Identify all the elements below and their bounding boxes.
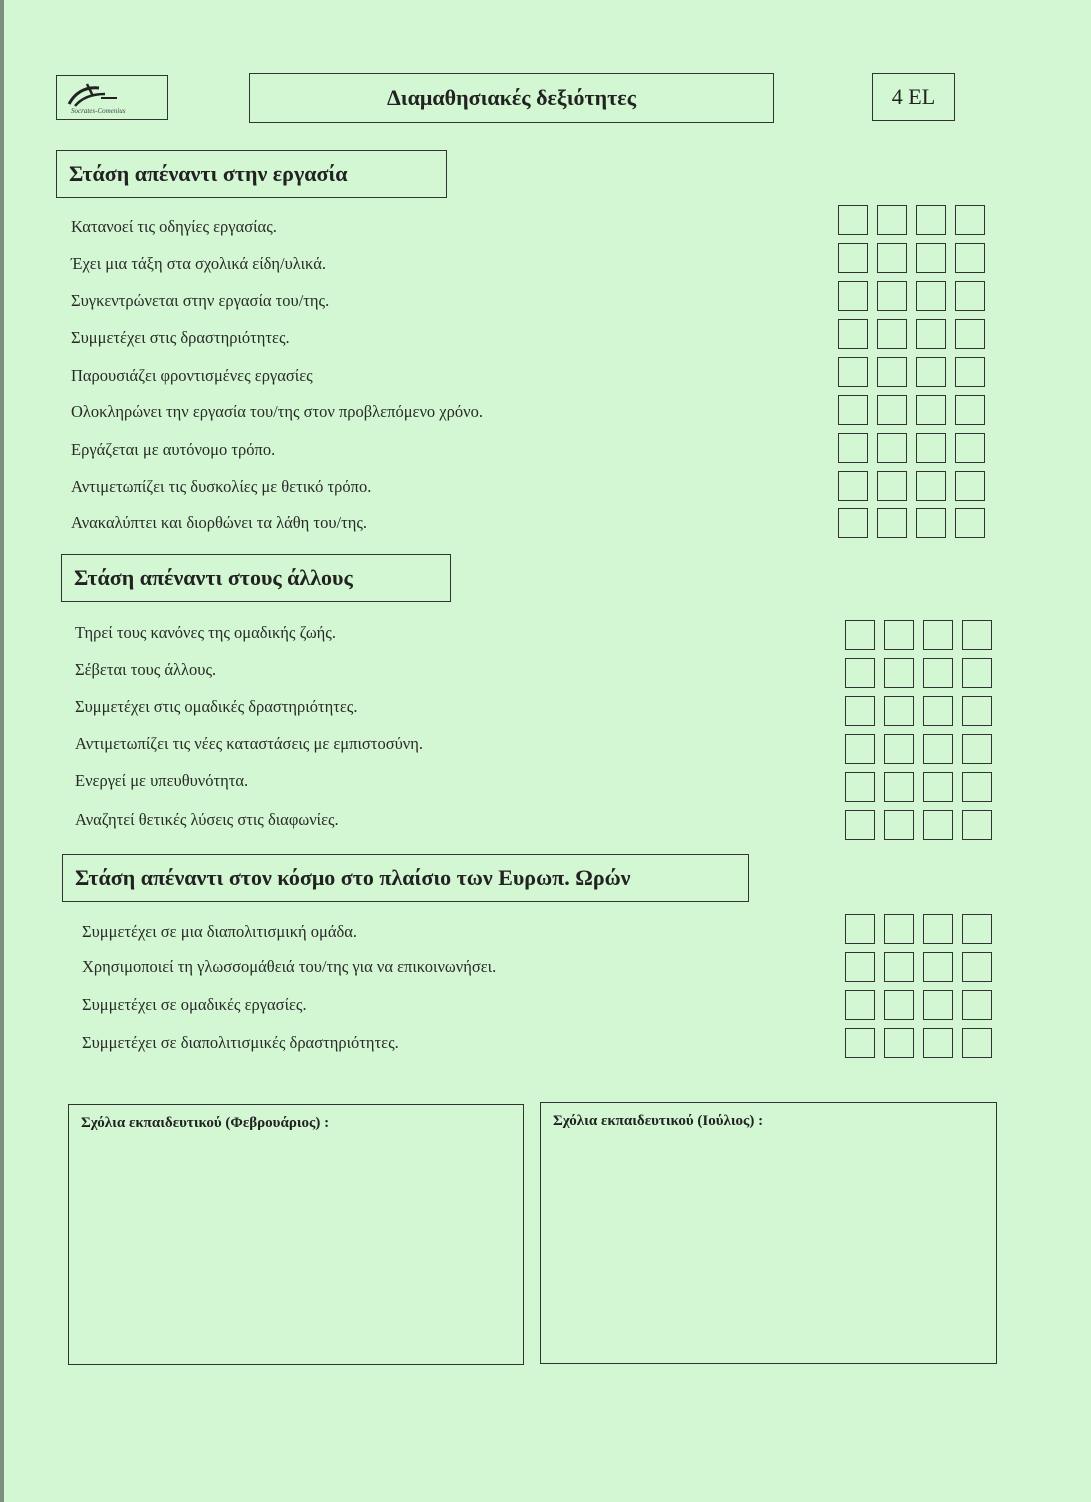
rating-row-group-activities	[845, 696, 992, 726]
rating-checkbox-4[interactable]	[962, 810, 992, 840]
rating-checkbox-2[interactable]	[877, 433, 907, 463]
rating-checkbox-3[interactable]	[923, 990, 953, 1020]
rating-checkbox-2[interactable]	[877, 281, 907, 311]
item-concentrates: Συγκεντρώνεται στην εργασία του/της.	[71, 291, 330, 310]
section-header-others: Στάση απέναντι στους άλλους	[61, 554, 451, 602]
rating-checkbox-4[interactable]	[962, 990, 992, 1020]
rating-checkbox-1[interactable]	[845, 620, 875, 650]
rating-row-follows-rules	[845, 620, 992, 650]
rating-row-group-work	[845, 990, 992, 1020]
rating-checkbox-1[interactable]	[845, 952, 875, 982]
rating-checkbox-4[interactable]	[955, 281, 985, 311]
rating-checkbox-1[interactable]	[838, 319, 868, 349]
item-completes-on-time: Ολοκληρώνει την εργασία του/της στον προβλεπόμενο χρόνο.	[71, 402, 483, 421]
rating-checkbox-3[interactable]	[916, 508, 946, 538]
rating-checkbox-4[interactable]	[962, 772, 992, 802]
rating-checkbox-2[interactable]	[884, 734, 914, 764]
page-edge	[0, 0, 4, 1502]
rating-checkbox-4[interactable]	[962, 914, 992, 944]
rating-checkbox-4[interactable]	[955, 433, 985, 463]
rating-checkbox-1[interactable]	[838, 471, 868, 501]
item-group-activities: Συμμετέχει στις ομαδικές δραστηριότητες.	[75, 697, 358, 716]
rating-checkbox-4[interactable]	[962, 658, 992, 688]
rating-checkbox-4[interactable]	[955, 357, 985, 387]
rating-row-participates	[838, 319, 985, 349]
rating-checkbox-2[interactable]	[884, 1028, 914, 1058]
rating-checkbox-2[interactable]	[884, 914, 914, 944]
rating-checkbox-2[interactable]	[884, 658, 914, 688]
section-header-work: Στάση απέναντι στην εργασία	[56, 150, 447, 198]
rating-checkbox-3[interactable]	[923, 734, 953, 764]
rating-checkbox-2[interactable]	[877, 471, 907, 501]
rating-checkbox-1[interactable]	[838, 508, 868, 538]
rating-checkbox-1[interactable]	[845, 772, 875, 802]
item-uses-language: Χρησιμοποιεί τη γλωσσομάθειά του/της για να επικοινωνήσει.	[82, 957, 497, 976]
page-title: Διαμαθησιακές δεξιότητες	[249, 73, 774, 123]
rating-checkbox-4[interactable]	[955, 243, 985, 273]
comment-box-july[interactable]	[540, 1102, 997, 1364]
rating-row-handles-difficulties	[838, 471, 985, 501]
rating-row-respects-others	[845, 658, 992, 688]
comment-box-february[interactable]	[68, 1104, 524, 1365]
logo-text: Socrates-Comenius	[71, 107, 126, 115]
rating-checkbox-3[interactable]	[923, 658, 953, 688]
rating-checkbox-3[interactable]	[923, 952, 953, 982]
rating-checkbox-4[interactable]	[955, 395, 985, 425]
rating-checkbox-1[interactable]	[845, 734, 875, 764]
item-organizes-materials: Έχει μια τάξη στα σχολικά είδη/υλικά.	[71, 254, 326, 273]
rating-checkbox-2[interactable]	[884, 810, 914, 840]
rating-checkbox-3[interactable]	[923, 810, 953, 840]
rating-checkbox-1[interactable]	[838, 281, 868, 311]
rating-checkbox-1[interactable]	[845, 990, 875, 1020]
rating-checkbox-2[interactable]	[884, 620, 914, 650]
rating-row-organizes-materials	[838, 243, 985, 273]
logo-icon	[65, 80, 125, 110]
rating-checkbox-1[interactable]	[845, 1028, 875, 1058]
rating-checkbox-3[interactable]	[923, 620, 953, 650]
rating-checkbox-4[interactable]	[955, 205, 985, 235]
rating-checkbox-4[interactable]	[955, 319, 985, 349]
rating-checkbox-3[interactable]	[923, 914, 953, 944]
rating-checkbox-3[interactable]	[916, 471, 946, 501]
item-understands-instructions: Κατανοεί τις οδηγίες εργασίας.	[71, 217, 277, 236]
item-intercultural-group: Συμμετέχει σε μια διαπολιτισμική ομάδα.	[82, 922, 358, 941]
rating-checkbox-1[interactable]	[845, 914, 875, 944]
rating-checkbox-2[interactable]	[877, 205, 907, 235]
item-participates: Συμμετέχει στις δραστηριότητες.	[71, 328, 290, 347]
rating-checkbox-3[interactable]	[916, 243, 946, 273]
comment-label-july: Σχόλια εκπαιδευτικού (Ιούλιος) :	[553, 1113, 764, 1129]
rating-row-works-autonomously	[838, 433, 985, 463]
item-handles-difficulties: Αντιμετωπίζει τις δυσκολίες με θετικό τρόπο.	[71, 477, 372, 496]
rating-checkbox-2[interactable]	[877, 395, 907, 425]
rating-row-neat-work	[838, 357, 985, 387]
item-neat-work: Παρουσιάζει φροντισμένες εργασίες	[71, 366, 313, 385]
rating-checkbox-1[interactable]	[838, 395, 868, 425]
logo	[56, 75, 168, 120]
item-seeks-solutions: Αναζητεί θετικές λύσεις στις διαφωνίες.	[75, 810, 339, 829]
rating-row-concentrates	[838, 281, 985, 311]
comment-label-february: Σχόλια εκπαιδευτικού (Φεβρουάριος) :	[81, 1115, 330, 1131]
rating-checkbox-4[interactable]	[962, 696, 992, 726]
item-follows-rules: Τηρεί τους κανόνες της ομαδικής ζωής.	[75, 623, 336, 642]
rating-checkbox-2[interactable]	[884, 772, 914, 802]
item-respects-others: Σέβεται τους άλλους.	[75, 660, 217, 679]
rating-checkbox-3[interactable]	[923, 1028, 953, 1058]
rating-checkbox-4[interactable]	[962, 1028, 992, 1058]
rating-row-seeks-solutions	[845, 810, 992, 840]
rating-checkbox-3[interactable]	[916, 319, 946, 349]
rating-checkbox-1[interactable]	[845, 696, 875, 726]
rating-checkbox-4[interactable]	[962, 734, 992, 764]
rating-checkbox-2[interactable]	[877, 357, 907, 387]
item-works-autonomously: Εργάζεται με αυτόνομο τρόπο.	[71, 440, 276, 459]
rating-checkbox-2[interactable]	[877, 319, 907, 349]
rating-checkbox-1[interactable]	[845, 658, 875, 688]
rating-checkbox-2[interactable]	[884, 990, 914, 1020]
rating-checkbox-3[interactable]	[916, 281, 946, 311]
rating-checkbox-4[interactable]	[962, 952, 992, 982]
rating-checkbox-3[interactable]	[916, 395, 946, 425]
rating-checkbox-3[interactable]	[916, 433, 946, 463]
rating-checkbox-2[interactable]	[877, 508, 907, 538]
rating-checkbox-4[interactable]	[955, 471, 985, 501]
rating-row-completes-on-time	[838, 395, 985, 425]
rating-checkbox-2[interactable]	[877, 243, 907, 273]
section-header-world: Στάση απέναντι στον κόσμο στο πλαίσιο των Ευρωπ. Ωρών	[62, 854, 749, 902]
rating-checkbox-1[interactable]	[845, 810, 875, 840]
item-group-work: Συμμετέχει σε ομαδικές εργασίες.	[82, 995, 307, 1014]
rating-row-understands-instructions	[838, 205, 985, 235]
rating-checkbox-4[interactable]	[955, 508, 985, 538]
rating-checkbox-3[interactable]	[916, 205, 946, 235]
rating-checkbox-3[interactable]	[923, 696, 953, 726]
rating-checkbox-2[interactable]	[884, 696, 914, 726]
rating-checkbox-1[interactable]	[838, 433, 868, 463]
rating-checkbox-3[interactable]	[923, 772, 953, 802]
rating-checkbox-1[interactable]	[838, 357, 868, 387]
rating-checkbox-2[interactable]	[884, 952, 914, 982]
rating-row-acts-responsibly	[845, 772, 992, 802]
rating-checkbox-3[interactable]	[916, 357, 946, 387]
rating-row-corrects-mistakes	[838, 508, 985, 538]
rating-checkbox-4[interactable]	[962, 620, 992, 650]
item-trusts-new-situations: Αντιμετωπίζει τις νέες καταστάσεις με εμπιστοσύνη.	[75, 734, 423, 753]
item-intercultural-activities: Συμμετέχει σε διαπολιτισμικές δραστηριότητες.	[82, 1033, 399, 1052]
rating-row-intercultural-group	[845, 914, 992, 944]
rating-checkbox-1[interactable]	[838, 243, 868, 273]
rating-row-uses-language	[845, 952, 992, 982]
form-code: 4 EL	[872, 73, 955, 121]
rating-row-trusts-new-situations	[845, 734, 992, 764]
item-acts-responsibly: Ενεργεί με υπευθυνότητα.	[75, 771, 249, 790]
item-corrects-mistakes: Ανακαλύπτει και διορθώνει τα λάθη του/της.	[71, 513, 367, 532]
rating-checkbox-1[interactable]	[838, 205, 868, 235]
rating-row-intercultural-activities	[845, 1028, 992, 1058]
